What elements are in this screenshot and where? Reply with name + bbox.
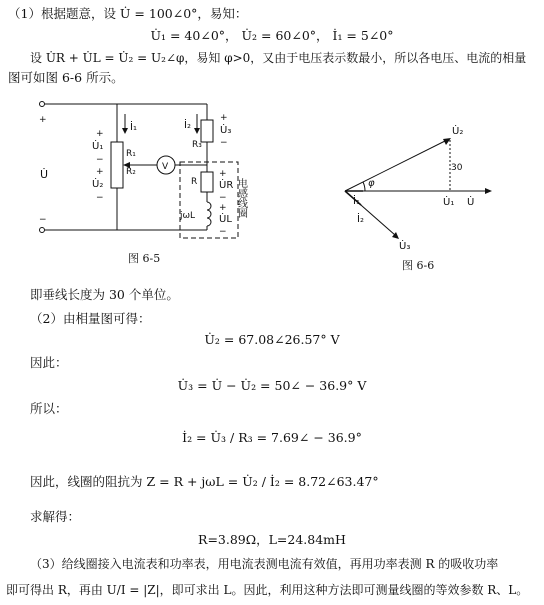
terminal-top: [40, 102, 45, 107]
terminal-bottom: [40, 228, 45, 233]
u3-minus: −: [220, 138, 228, 148]
phasor-u2: [345, 140, 447, 191]
label-i1: İ₁: [353, 196, 360, 207]
solution-part2-intro: （2）由相量图可得：: [30, 311, 151, 326]
vertical-length-text: 即垂线长度为 30 个单位。: [30, 287, 179, 302]
u2-plus: +: [96, 167, 104, 177]
voltmeter-label: V: [162, 162, 169, 172]
ur-minus: −: [219, 193, 227, 203]
circuit-figure-6-5: [30, 92, 270, 242]
phasor-figure-6-6: [335, 118, 535, 258]
assumption-text-cont: 图可如图 6-6 所示。: [8, 70, 124, 85]
phi-angle-arc: [363, 182, 365, 191]
label-r: R: [191, 177, 198, 187]
result-r-l: R=3.89Ω，L=24.84mH: [198, 532, 346, 547]
label-r1: R₁: [126, 149, 136, 159]
label-u2: U̇₂: [92, 179, 104, 190]
label-r3: R₃: [192, 140, 202, 150]
resistor-r: [201, 172, 213, 192]
caption-figure-6-5: 图 6-5: [128, 252, 161, 265]
ul-plus: +: [219, 203, 227, 213]
resistor-r3: [201, 120, 213, 142]
label-u1: U̇₁: [92, 141, 104, 152]
equation-i2: İ₂ = U̇₃ / R₃ = 7.69∠ − 36.9°: [182, 430, 362, 445]
u2-minus: −: [96, 193, 104, 203]
label-r2: R₂: [126, 167, 136, 177]
equation-u3: U̇₃ = U̇ − U̇₂ = 50∠ − 36.9° V: [177, 378, 367, 393]
label-u3: U̇₃: [220, 125, 232, 136]
caption-figure-6-6: 图 6-6: [402, 259, 435, 272]
equation-impedance: 因此，线圈的阻抗为 Z = R + jωL = U̇₂ / İ₂ = 8.72∠63.47°: [30, 474, 379, 489]
u1-minus: −: [96, 155, 104, 165]
equation-given-phasors: U̇₁ = 40∠0°， U̇₂ = 60∠0°， İ₁ = 5∠0°: [150, 28, 394, 43]
coil-label: 电感线圈: [235, 178, 247, 218]
equation-u2: U̇₂ = 67.08∠26.57° V: [204, 332, 340, 347]
label-height: 30: [451, 163, 463, 173]
label-u2: U̇₂: [452, 126, 464, 137]
solve-text: 求解得：: [30, 509, 81, 524]
label-i1: İ₁: [130, 122, 137, 133]
arrow-head-i1-icon: [122, 128, 128, 134]
arrow-head-u-icon: [485, 188, 492, 194]
label-u: U̇: [467, 197, 475, 208]
u3-plus: +: [220, 113, 228, 123]
label-u3: U̇₃: [399, 241, 411, 252]
source-u-label: U̇: [40, 168, 49, 181]
u1-plus: +: [96, 129, 104, 139]
source-minus: −: [39, 215, 47, 225]
label-i2: İ₂: [184, 120, 191, 131]
ul-minus: −: [219, 227, 227, 237]
solution-part3: （3）给线圈接入电流表和功率表，用电流表测电流有效值，再用功率表测 R 的吸收功率: [30, 557, 499, 571]
label-jwl: jωL: [180, 211, 196, 221]
resistor-r1-r2: [111, 142, 123, 188]
therefore-text-1: 因此：: [30, 355, 68, 370]
ur-plus: +: [219, 169, 227, 179]
label-i2: İ₂: [357, 214, 364, 225]
solution-part3-cont: 即可得出 R，再由 U/I = |Z|，即可求出 L。因此，利用这种方法即可测量线圈的等效参数 R、L。: [6, 583, 529, 597]
source-plus: +: [39, 115, 47, 125]
arrow-head-i2-icon: [194, 128, 200, 134]
label-u1: U̇₁: [443, 197, 455, 208]
label-ur: U̇R: [219, 180, 234, 191]
inductor-coil-icon: [207, 202, 211, 226]
therefore-text-2: 所以：: [30, 401, 68, 416]
label-phi: φ: [368, 178, 375, 189]
coil-dashed-box: [180, 162, 238, 238]
solution-part1-intro: （1）根据题意，设 U̇ = 100∠0°，易知：: [8, 6, 248, 21]
assumption-text: 设 U̇R + U̇L = U̇₂ = U₂∠φ，易知 φ>0，又由于电压表示数最小，所以各电压、电流的相量: [30, 51, 527, 65]
label-ul: U̇L: [219, 214, 232, 225]
